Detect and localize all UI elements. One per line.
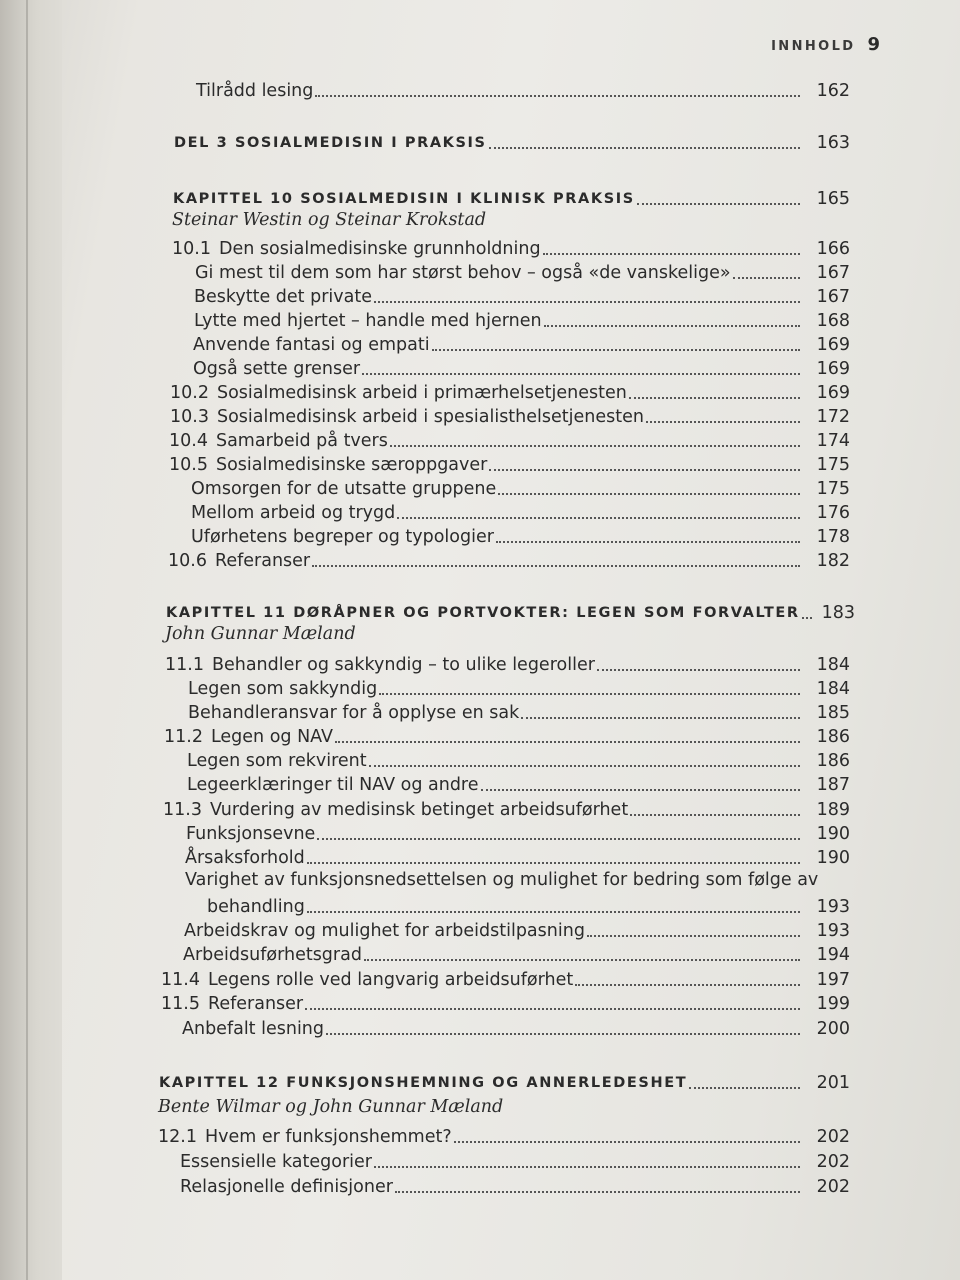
entry-page: 193 [816, 921, 850, 941]
entry-title: Anvende fantasi og empati [193, 335, 430, 355]
entry-title: Sosialmedisinsk arbeid i primærhelsetjenesten [216, 383, 627, 403]
toc-entry [191, 524, 850, 548]
entry-page: 197 [816, 970, 850, 990]
toc-entry [161, 967, 850, 991]
toc-entry [185, 845, 850, 869]
toc-entry [180, 1149, 850, 1173]
entry-page: 172 [816, 407, 850, 427]
entry-title: Vurdering av medisinsk betinget arbeidsuførhet [209, 800, 629, 820]
entry-page: 163 [816, 133, 850, 153]
entry-page: 184 [816, 679, 850, 699]
toc-entry [191, 500, 850, 524]
section-number: 11.1 [165, 655, 204, 675]
entry-title: Referanser [214, 551, 311, 571]
entry-page: 166 [816, 239, 850, 259]
section-number: 11.3 [163, 800, 202, 820]
toc-entry [188, 700, 850, 724]
entry-page: 165 [816, 189, 850, 209]
entry-title: Omsorgen for de utsatte gruppene [191, 479, 497, 499]
entry-page: 193 [816, 897, 850, 917]
entry-page: 186 [816, 751, 850, 771]
toc-entry [182, 1016, 850, 1040]
entry-page: 174 [816, 431, 850, 451]
toc-entry [172, 236, 850, 260]
entry-page: 178 [816, 527, 850, 547]
entry-title: Arbeidskrav og mulighet for arbeidstilpasning [184, 921, 585, 941]
entry-page: 169 [816, 383, 850, 403]
toc-entry [168, 548, 850, 572]
entry-title: Årsaksforhold [185, 848, 305, 868]
section-number: 11.4 [161, 970, 200, 990]
entry-title: Også sette grenser [193, 359, 361, 379]
entry-title: Mellom arbeid og trygd [191, 503, 396, 523]
entry-page: 194 [816, 945, 850, 965]
header-label: INNHOLD [771, 39, 856, 54]
entry-page: 189 [816, 800, 850, 820]
toc-entry [187, 772, 850, 796]
section-number: 10.2 [170, 383, 209, 403]
chapter-heading [173, 186, 850, 210]
entry-page: 175 [816, 479, 850, 499]
toc-entry [194, 308, 850, 332]
entry-title: Hvem er funksjonshemmet? [204, 1127, 452, 1147]
entry-page: 167 [816, 263, 850, 283]
toc-entry [158, 1124, 850, 1148]
entry-title: Referanser [207, 994, 304, 1014]
entry-page: 187 [816, 775, 850, 795]
entry-title: DEL 3 SOSIALMEDISIN I PRAKSIS [174, 135, 487, 151]
toc-entry [193, 332, 850, 356]
chapter-heading [159, 1070, 850, 1094]
toc-entry [180, 1174, 850, 1198]
toc-entry [161, 991, 850, 1015]
toc-entry [193, 356, 850, 380]
entry-page: 185 [816, 703, 850, 723]
entry-page: 202 [816, 1127, 850, 1147]
section-number: 10.3 [170, 407, 209, 427]
entry-title: Tilrådd lesing [196, 81, 314, 101]
entry-title: Funksjonsevne [186, 824, 316, 844]
entry-page: 183 [821, 603, 856, 623]
entry-page: 199 [816, 994, 850, 1014]
entry-page: 186 [816, 727, 850, 747]
entry-page: 167 [816, 287, 850, 307]
entry-title: Anbefalt lesning [182, 1019, 325, 1039]
toc-entry [207, 894, 850, 918]
toc-entry [170, 404, 850, 428]
toc-entry [170, 380, 850, 404]
page-number: 9 [867, 34, 880, 55]
section-number: 11.5 [161, 994, 200, 1014]
entry-page: 202 [816, 1177, 850, 1197]
entry-title-line: Varighet av funksjonsnedsettelsen og mulighet for bedring som følge av [185, 870, 819, 890]
entry-title: KAPITTEL 11 DØRÅPNER OG PORTVOKTER: LEGEN SOM FORVALTER [166, 605, 800, 621]
entry-page: 175 [816, 455, 850, 475]
entry-title: Sosialmedisinske særoppgaver [215, 455, 488, 475]
toc-entry [194, 284, 850, 308]
entry-page: 201 [816, 1073, 850, 1093]
section-number: 10.4 [169, 431, 208, 451]
entry-title: Den sosialmedisinske grunnholdning [218, 239, 541, 259]
entry-title: Gi mest til dem som har størst behov – også «de vanskelige» [195, 263, 731, 283]
entry-title: Essensielle kategorier [180, 1152, 372, 1172]
entry-title: Legens rolle ved langvarig arbeidsuførhet [207, 970, 574, 990]
entry-title: Uførhetens begreper og typologier [191, 527, 494, 547]
toc-entry [186, 821, 850, 845]
section-number: 11.2 [164, 727, 203, 747]
toc-entry [163, 797, 850, 821]
entry-page: 182 [816, 551, 850, 571]
toc-entry [183, 942, 850, 966]
toc-entry [184, 918, 850, 942]
entry-page: 190 [816, 824, 850, 844]
toc-entry [195, 260, 850, 284]
chapter-author: John Gunnar Mæland [165, 624, 356, 644]
chapter-author: Steinar Westin og Steinar Krokstad [172, 210, 487, 230]
entry-title: Legeerklæringer til NAV og andre [187, 775, 479, 795]
entry-title: Legen som rekvirent [187, 751, 367, 771]
part-heading [174, 130, 850, 154]
section-number: 12.1 [158, 1127, 197, 1147]
toc-entry [188, 676, 850, 700]
entry-title: Lytte med hjertet – handle med hjernen [194, 311, 542, 331]
entry-page: 190 [816, 848, 850, 868]
entry-title: Samarbeid på tvers [215, 431, 388, 451]
toc-entry [196, 78, 850, 102]
entry-page: 202 [816, 1152, 850, 1172]
entry-title: KAPITTEL 12 FUNKSJONSHEMNING OG ANNERLEDESHET [159, 1075, 688, 1091]
entry-page: 169 [816, 335, 850, 355]
toc-entry [164, 724, 850, 748]
entry-page: 184 [816, 655, 850, 675]
entry-title: Behandler og sakkyndig – to ulike legeroller [211, 655, 595, 675]
entry-page: 176 [816, 503, 850, 523]
entry-title: Beskytte det private [194, 287, 372, 307]
entry-title: Behandleransvar for å opplyse en sak [188, 703, 520, 723]
entry-title: behandling [207, 897, 305, 917]
toc-entry [169, 428, 850, 452]
toc-entry [169, 452, 850, 476]
entry-page: 200 [816, 1019, 850, 1039]
entry-title: KAPITTEL 10 SOSIALMEDISIN I KLINISK PRAKSIS [173, 191, 635, 207]
toc-entry [165, 652, 850, 676]
toc-entry [191, 476, 850, 500]
chapter-heading [166, 600, 856, 624]
section-number: 10.5 [169, 455, 208, 475]
section-number: 10.6 [168, 551, 207, 571]
entry-page: 169 [816, 359, 850, 379]
toc-entry [187, 748, 850, 772]
entry-title: Legen og NAV [210, 727, 333, 747]
section-number: 10.1 [172, 239, 211, 259]
entry-title: Relasjonelle definisjoner [180, 1177, 393, 1197]
entry-page: 162 [816, 81, 850, 101]
entry-page: 168 [816, 311, 850, 331]
entry-title: Arbeidsuførhetsgrad [183, 945, 362, 965]
chapter-author: Bente Wilmar og John Gunnar Mæland [158, 1097, 504, 1117]
entry-title: Sosialmedisinsk arbeid i spesialisthelsetjenesten [216, 407, 644, 427]
entry-title: Legen som sakkyndig [188, 679, 378, 699]
